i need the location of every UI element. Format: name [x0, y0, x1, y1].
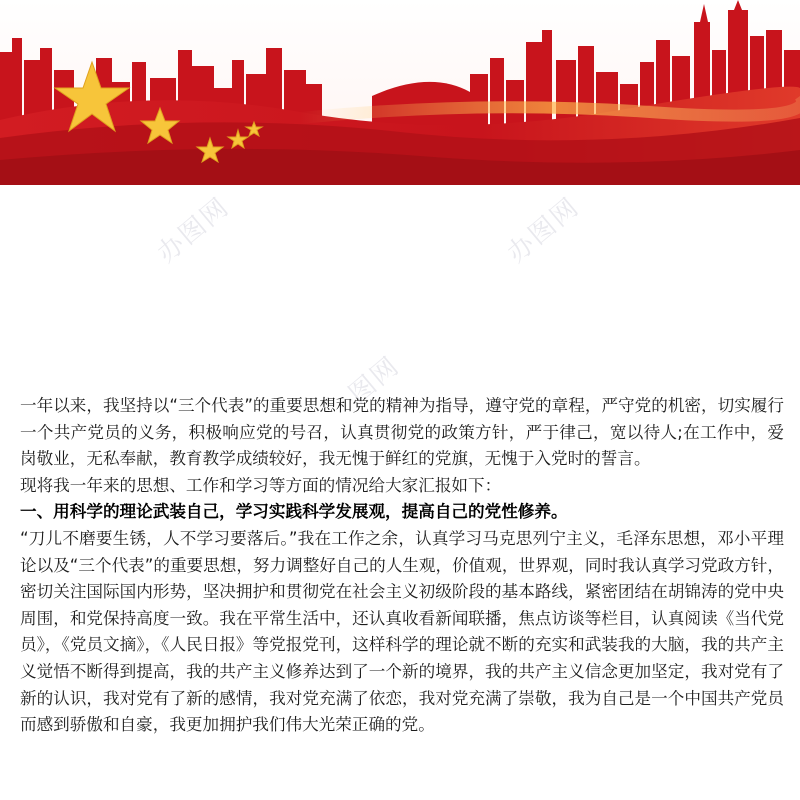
- section-heading-1: 一、用科学的理论武装自己，学习实践科学发展观，提高自己的党性修养。: [20, 502, 568, 522]
- report-body: [20, 393, 784, 739]
- watermark-text: 办图网: [151, 191, 236, 269]
- paragraph-intro: 一年以来，我坚持以“三个代表”的重要思想和党的精神为指导，遵守党的章程，严守党的机密，切实履行一个共产党员的义务，积极响应党的号召，认真贯彻党的政策方针，严于律己，宽以待人;在工作中，爱岗敬业，无私奉献，教育教学成绩较好，我无愧于鲜红的党旗，无愧于入党时的誓言。: [20, 396, 784, 469]
- paragraph-summary-lead: 现将我一年来的思想、工作和学习等方面的情况给大家汇报如下：: [20, 475, 502, 495]
- watermark-text: 办图网: [501, 191, 586, 269]
- paragraph-section-1-body: “刀儿不磨要生锈，人不学习要落后。”我在工作之余，认真学习马克思列宁主义，毛泽东思想，邓小平理论以及“三个代表”的重要思想，努力调整好自己的人生观，价值观，世界观，同时我认真学习党政方针，密切关注国际国内形势，坚决拥护和贯彻党在社会主义初级阶段的基本路线，紧密团结在胡锦涛的党中央周围，和党保持高度一致。我在平常生活中，还认真收看新闻联播，焦点访谈等栏目，认真阅读《当代党员》，《党员文摘》，《人民日报》等党报党刊，这样科学的理论就不断的充实和武装我的大脑，我的共产主义觉悟不断得到提高，我的共产主义修养达到了一个新的境界，我的共产主义信念更加坚定，我对党有了新的认识，我对党有了新的感情，我对党充满了依恋，我对党充满了崇敬，我为自己是一个中国共产党员而感到骄傲和自豪，我更加拥护我们伟大光荣正确的党。: [20, 528, 784, 735]
- city-skyline-banner-graphic: [0, 0, 800, 185]
- watermark-text: 图网: [343, 350, 406, 410]
- header-banner: [0, 0, 800, 185]
